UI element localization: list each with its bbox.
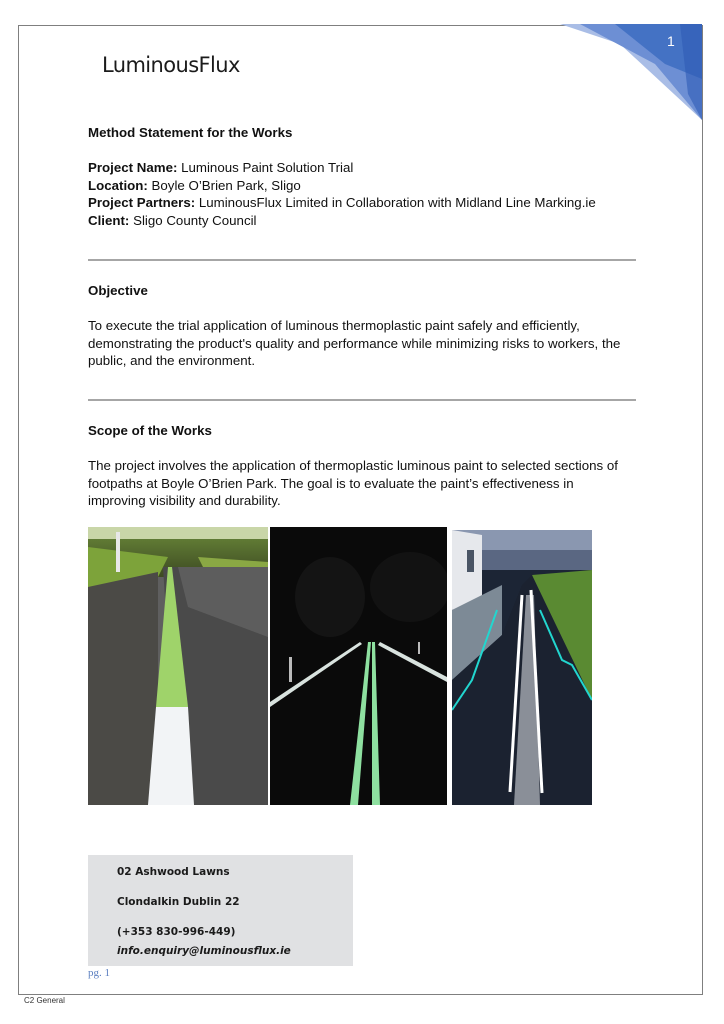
page-footer-number: pg. 1 <box>88 967 110 979</box>
corner-decoration <box>560 24 702 124</box>
classification-label: C2 General <box>24 996 65 1005</box>
address-line-2: Clondalkin Dublin 22 <box>117 896 240 908</box>
section-divider <box>88 259 636 261</box>
text-line: footpaths at Boyle O’Brien Park. The goal is to evaluate the paint’s effectiveness in <box>88 475 574 491</box>
text-line: To execute the trial application of luminous thermoplastic paint safely and efficiently, <box>88 318 580 333</box>
field-label: Location: <box>88 178 148 193</box>
company-logo: LuminousFlux <box>102 53 240 77</box>
field-label: Project Name: <box>88 160 178 175</box>
field-value: Sligo County Council <box>129 213 257 228</box>
field-label: Project Partners: <box>88 195 196 210</box>
field-location <box>88 177 301 195</box>
text-line: demonstrating the product's quality and performance while minimizing risks to workers, the <box>88 335 621 351</box>
text-line: The project involves the application of thermoplastic luminous paint to selected sections of <box>88 458 618 473</box>
text-line: public, and the environment. <box>88 353 256 368</box>
section-heading-scope: Scope of the Works <box>88 423 212 438</box>
field-value: Boyle O’Brien Park, Sligo <box>147 178 301 193</box>
field-value: LuminousFlux Limited in Collaboration with Midland Line Marking.ie <box>195 195 596 210</box>
objective-paragraph <box>88 317 648 370</box>
photo-night-road <box>270 527 447 805</box>
page-number-badge: 1 <box>667 33 675 49</box>
photo-daytime-road <box>88 527 268 805</box>
document-title: Method Statement for the Works <box>88 125 293 140</box>
field-project-partners <box>88 194 596 212</box>
email-address[interactable]: info.enquiry@luminousflux.ie <box>117 945 291 957</box>
phone-number: (+353 830-996-449) <box>117 926 236 938</box>
text-line: improving visibility and durability. <box>88 493 281 508</box>
field-client <box>88 212 257 230</box>
section-divider <box>88 399 636 401</box>
section-heading-objective: Objective <box>88 283 148 298</box>
photo-footpath <box>452 530 592 805</box>
field-label: Client: <box>88 213 130 228</box>
field-project-name <box>88 159 353 177</box>
scope-paragraph <box>88 457 648 510</box>
address-line-1: 02 Ashwood Lawns <box>117 866 230 878</box>
field-value: Luminous Paint Solution Trial <box>177 160 354 175</box>
contact-info-box <box>88 855 353 966</box>
